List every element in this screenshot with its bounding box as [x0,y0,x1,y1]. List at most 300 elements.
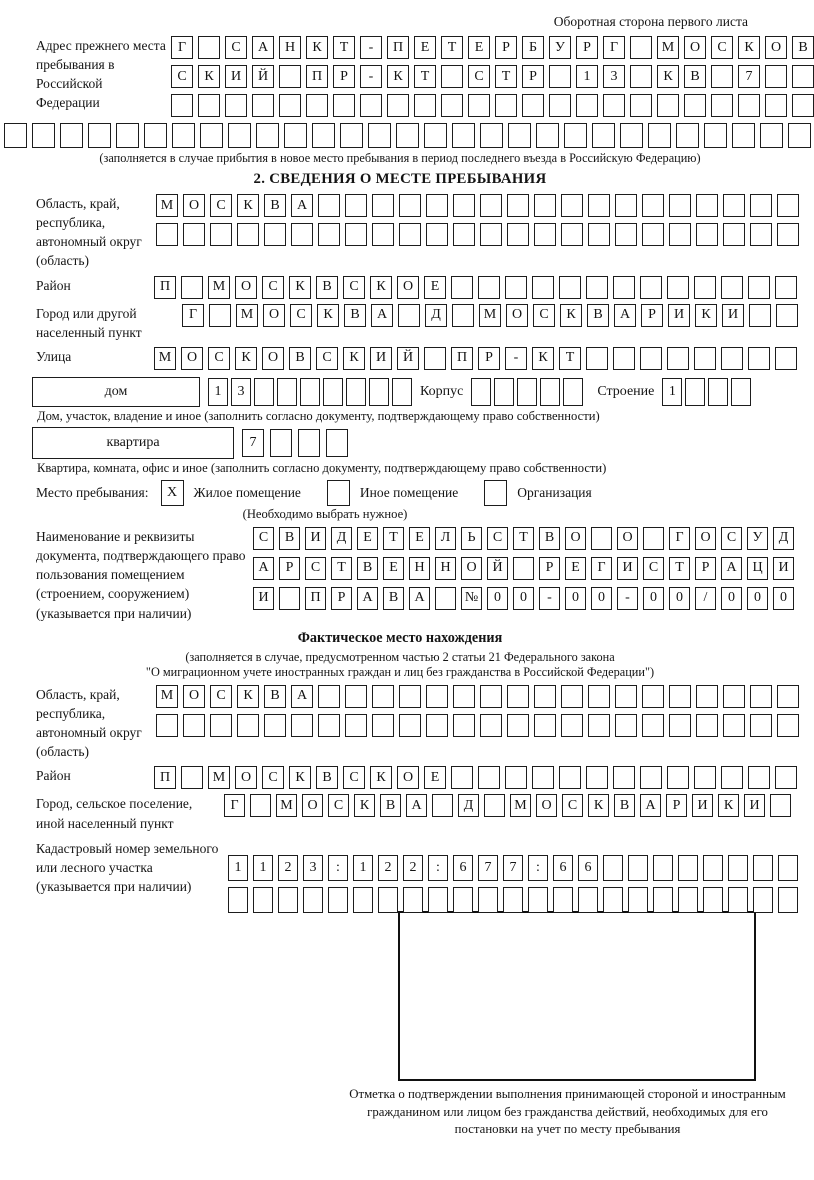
char-box: К [560,304,582,327]
char-box [534,194,556,217]
char-box: У [549,36,571,59]
char-box: О [684,36,706,59]
char-box: 2 [403,855,423,881]
char-box: В [684,65,706,88]
house-caption: Дом, участок, владение и иное (заполнить согласно документу, подтверждающему право собственности) [37,408,600,423]
char-box: И [722,304,744,327]
char-box [326,429,348,457]
char-box [711,65,733,88]
stroenie-label: Строение [597,383,655,399]
char-box: С [343,276,365,299]
char-box [200,123,223,148]
char-box: 2 [378,855,398,881]
actual-region-label: Область, край, республика, автономный округ (область) [36,686,142,760]
char-box [278,887,298,913]
char-box [209,304,231,327]
char-box [507,714,529,737]
char-box [353,887,373,913]
char-box: - [360,65,382,88]
char-box [372,685,394,708]
char-box [318,223,340,246]
char-box: А [614,304,636,327]
char-box [441,65,463,88]
char-box: В [587,304,609,327]
char-box [777,223,799,246]
char-box: 7 [503,855,523,881]
char-box [398,304,420,327]
char-box: 1 [208,378,228,406]
char-box [642,223,664,246]
char-box: О [397,276,419,299]
char-box [721,276,743,299]
char-box [750,223,772,246]
char-box: Р [478,347,500,370]
char-box: К [738,36,760,59]
char-box: С [316,347,338,370]
char-box [494,378,514,406]
char-box: В [264,685,286,708]
char-box: Й [252,65,274,88]
char-box [750,714,772,737]
char-box [630,36,652,59]
char-box [237,714,259,737]
actual-location-caption-2: "О миграционном учете иностранных граждан и лиц без гражданства в Российской Федерации") [145,664,655,679]
char-box: С [290,304,312,327]
char-row-overflow [4,123,800,148]
char-box [738,94,760,117]
char-box [642,194,664,217]
char-box: И [253,587,274,610]
char-box: М [510,794,531,817]
char-box: В [316,766,338,789]
char-box [586,347,608,370]
char-box: Б [522,36,544,59]
street-field [36,347,800,370]
char-box [471,378,491,406]
char-box [563,378,583,406]
char-box [559,766,581,789]
char-box [778,887,798,913]
char-box: К [588,794,609,817]
char-box [576,94,598,117]
char-box: К [237,685,259,708]
char-box [684,94,706,117]
char-box [777,714,799,737]
char-box: Т [383,527,404,550]
char-box: Р [331,587,352,610]
char-box [291,714,313,737]
char-box [508,123,531,148]
char-box: И [744,794,765,817]
char-box: К [695,304,717,327]
char-box: Т [333,36,355,59]
char-box [484,794,505,817]
char-box [480,123,503,148]
char-box [451,766,473,789]
char-box [228,887,248,913]
char-box [775,347,797,370]
char-box: У [747,527,768,550]
char-box: И [225,65,247,88]
char-box: А [253,557,274,580]
char-box [615,223,637,246]
char-box [642,685,664,708]
char-box [517,378,537,406]
char-box: Т [495,65,517,88]
char-box [279,94,301,117]
char-box: К [235,347,257,370]
prev-address-rows [171,36,814,117]
char-box: / [695,587,716,610]
actual-city-label: Город, сельское поселение, иной населенный пункт [36,796,193,831]
char-box: П [154,766,176,789]
char-box: О [695,527,716,550]
char-box [703,855,723,881]
char-box: И [773,557,794,580]
char-box: Г [171,36,193,59]
char-box [396,123,419,148]
char-box [387,94,409,117]
char-box [426,194,448,217]
char-box [303,887,323,913]
char-box [183,714,205,737]
char-box [480,194,502,217]
char-box: М [154,347,176,370]
char-row [171,94,814,117]
char-box: П [154,276,176,299]
char-box [591,527,612,550]
char-box: 0 [513,587,534,610]
char-box: В [380,794,401,817]
char-box [414,94,436,117]
char-box [678,855,698,881]
char-box: К [657,65,679,88]
char-box: В [316,276,338,299]
char-box [678,887,698,913]
char-box: К [718,794,739,817]
char-box [451,276,473,299]
char-box: К [237,194,259,217]
char-box: В [792,36,814,59]
char-box [300,378,320,406]
char-box [345,685,367,708]
char-box: Н [409,557,430,580]
char-box [642,714,664,737]
char-box: К [387,65,409,88]
char-box [333,94,355,117]
back-note: Оборотная сторона первого листа [553,14,748,29]
option-label-residential: Жилое помещение [193,484,301,500]
char-box: Е [357,527,378,550]
korpus-row [471,378,583,406]
char-box [643,527,664,550]
char-box [588,685,610,708]
cadastral-label: Кадастровый номер земельного или лесного участка (указывается при наличии) [36,840,219,894]
char-box [210,223,232,246]
char-box [441,94,463,117]
char-box: Д [458,794,479,817]
char-row [228,855,798,881]
char-box: Р [522,65,544,88]
char-box: Н [279,36,301,59]
char-box: Д [425,304,447,327]
char-box [156,223,178,246]
district-field [36,276,800,299]
char-box: Е [409,527,430,550]
char-box: С [305,557,326,580]
char-box: М [479,304,501,327]
char-row [171,36,814,59]
char-row [156,685,799,708]
char-box: А [291,194,313,217]
prev-address-field [36,36,808,117]
char-box [669,194,691,217]
char-box: М [657,36,679,59]
char-box [711,94,733,117]
region-label: Область, край, республика, автономный округ (область) [36,196,142,269]
char-box [345,194,367,217]
house-type-box: дом [32,377,200,407]
char-box: Р [666,794,687,817]
char-box [279,587,300,610]
char-box [613,276,635,299]
checkbox-other-premises [327,480,350,506]
char-box [561,194,583,217]
char-box [592,123,615,148]
char-box [586,276,608,299]
char-box [748,347,770,370]
char-box [513,557,534,580]
char-box [254,378,274,406]
char-box [723,194,745,217]
char-box [318,714,340,737]
char-box: Е [424,276,446,299]
char-box: 3 [303,855,323,881]
char-box [172,123,195,148]
char-box [778,855,798,881]
char-box [60,123,83,148]
char-box: В [344,304,366,327]
char-box [696,685,718,708]
char-box [603,855,623,881]
char-box: К [532,347,554,370]
char-box: А [252,36,274,59]
char-box: Е [424,766,446,789]
char-box [424,347,446,370]
char-box: Ь [461,527,482,550]
char-box [522,94,544,117]
char-box [628,887,648,913]
char-box: М [208,276,230,299]
char-box: Й [487,557,508,580]
char-box [312,123,335,148]
char-box [198,94,220,117]
apartment-row [32,427,800,459]
char-box: О [181,347,203,370]
char-box [250,794,271,817]
char-box [704,123,727,148]
char-box: И [370,347,392,370]
char-box [728,855,748,881]
char-box [403,887,423,913]
char-box: Г [669,527,690,550]
char-box [171,94,193,117]
char-box [792,65,814,88]
char-box: Г [182,304,204,327]
prev-address-label: Адрес прежнего места пребывания в Российской Федерации [36,38,166,111]
char-box [532,276,554,299]
char-box: 0 [669,587,690,610]
actual-location-caption-1: (заполняется в случае, предусмотренном частью 2 статьи 21 Федерального закона [185,649,615,664]
char-box: Н [435,557,456,580]
char-box [478,766,500,789]
char-box [328,887,348,913]
char-row [156,194,799,217]
stamp-box [398,911,756,1081]
char-box [392,378,412,406]
char-box [480,714,502,737]
char-box [306,94,328,117]
char-box: Т [441,36,463,59]
char-box: 7 [738,65,760,88]
char-box: В [614,794,635,817]
char-box: М [156,685,178,708]
char-box: С [711,36,733,59]
char-box: 3 [603,65,625,88]
char-box [748,766,770,789]
document-rows [253,527,794,610]
street-label: Улица [36,348,72,364]
char-box: Д [331,527,352,550]
char-box [696,194,718,217]
char-row [154,276,797,299]
char-box [667,347,689,370]
char-box [640,766,662,789]
char-box: Р [576,36,598,59]
char-box: 0 [487,587,508,610]
char-box [318,685,340,708]
char-box [507,194,529,217]
char-box: - [539,587,560,610]
char-box: Е [468,36,490,59]
char-box [777,194,799,217]
char-box [648,123,671,148]
char-box [264,223,286,246]
char-box [503,887,523,913]
char-box: К [370,766,392,789]
char-box [225,94,247,117]
char-box [676,123,699,148]
char-box [279,65,301,88]
char-box: Г [603,36,625,59]
char-box [615,685,637,708]
char-box [452,304,474,327]
city-label: Город или другой населенный пункт [36,305,142,340]
char-box [360,94,382,117]
char-box [237,223,259,246]
char-row [154,766,797,789]
char-box: А [291,685,313,708]
char-box: 7 [478,855,498,881]
char-box [4,123,27,148]
char-box: М [236,304,258,327]
char-box: 3 [231,378,251,406]
char-box [640,276,662,299]
char-box: С [262,276,284,299]
char-box [728,887,748,913]
char-box [561,223,583,246]
char-box [88,123,111,148]
actual-region-rows [156,685,799,737]
char-box [453,714,475,737]
char-box [532,766,554,789]
section2-title: 2. СВЕДЕНИЯ О МЕСТЕ ПРЕБЫВАНИЯ [253,171,547,187]
char-box [721,766,743,789]
char-box [588,194,610,217]
actual-city-field [36,794,800,832]
char-box [505,766,527,789]
char-box [628,855,648,881]
char-box: - [617,587,638,610]
cadastral-field [36,839,800,913]
char-box [559,276,581,299]
char-box: Т [331,557,352,580]
char-box: 6 [453,855,473,881]
char-box [630,94,652,117]
char-box: Е [383,557,404,580]
char-box [399,685,421,708]
apartment-type-box: квартира [32,427,234,459]
stay-type-row [36,480,800,506]
char-box [765,94,787,117]
char-box: А [406,794,427,817]
checkbox-organization [484,480,507,506]
char-box: К [343,347,365,370]
char-box [578,887,598,913]
actual-location-title: Фактическое место нахождения [297,629,503,646]
char-box: В [279,527,300,550]
char-box: : [428,855,448,881]
char-box [372,714,394,737]
char-box: М [208,766,230,789]
char-box: К [354,794,375,817]
char-box: Т [414,65,436,88]
char-box: Л [435,527,456,550]
char-box [318,194,340,217]
char-box [721,347,743,370]
char-box: 1 [228,855,248,881]
char-box: М [276,794,297,817]
apartment-caption: Квартира, комната, офис и иное (заполнить согласно документу, подтверждающему право собственности) [37,460,607,475]
char-box: С [643,557,664,580]
char-box [228,123,251,148]
char-box: П [451,347,473,370]
char-box [346,378,366,406]
char-box: К [198,65,220,88]
char-box [426,223,448,246]
char-box: С [225,36,247,59]
char-box [144,123,167,148]
char-box: Р [333,65,355,88]
stamp-caption: Отметка о подтверждении выполнения принимающей стороной и иностранным гражданином или лицом без гражданства действий, необходимых для его постановки на учет по месту пребывания [349,1086,786,1137]
char-box [723,685,745,708]
char-box [549,65,571,88]
char-box [760,123,783,148]
char-box: О [506,304,528,327]
stay-type-note: (Необходимо выбрать нужное) [242,506,408,521]
char-box: : [528,855,548,881]
char-box: И [692,794,713,817]
